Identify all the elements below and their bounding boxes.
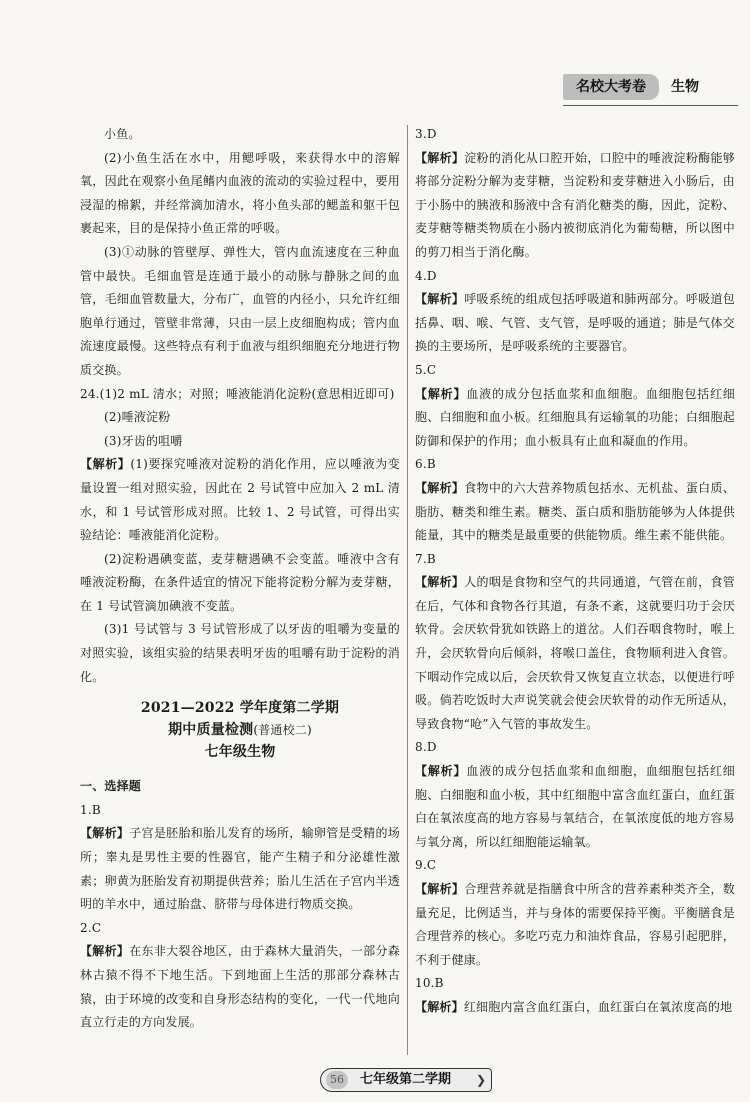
answer-9: 9.C [415, 858, 437, 873]
page-header [563, 72, 738, 102]
analysis-mark: 【解析】 [80, 457, 131, 472]
left-column [80, 123, 400, 1035]
analysis-mark: 【解析】 [415, 480, 465, 495]
analysis-24-3: (3)1 号试管与 3 号试管形成了以牙齿的咀嚼为变量的对照实验，该组实验的结果表明牙齿的咀嚼有助于淀粉的消化。 [80, 622, 400, 684]
answer-6: 6.B [415, 457, 436, 472]
analysis-9 [415, 878, 735, 972]
analysis-mark: 【解析】 [415, 575, 465, 590]
answer-3: 3.D [415, 127, 437, 141]
exam-title-name [80, 719, 400, 741]
page-number: 56 [326, 1071, 348, 1089]
exam-title-grade: 七年级生物 [204, 744, 276, 761]
analysis-7 [415, 571, 735, 736]
right-column [415, 123, 735, 1020]
exam-title-block [80, 689, 400, 775]
exam-title-main: 期中质量检测 [168, 722, 254, 739]
answer-1: 1.B [80, 802, 101, 817]
answer-8: 8.D [415, 740, 437, 755]
header-rule [563, 105, 738, 106]
analysis-1 [80, 822, 400, 916]
analysis-mark: 【解析】 [415, 292, 465, 307]
exam-title-school: (普通校二) [253, 723, 312, 738]
series-tag: 名校大考卷 [563, 74, 659, 100]
answer-4: 4.D [415, 268, 437, 283]
analysis-6 [415, 477, 735, 548]
analysis-mark: 【解析】 [80, 944, 130, 959]
analysis-mark: 【解析】 [415, 999, 464, 1014]
analysis-4 [415, 288, 735, 359]
exam-title-year: 2021—2022 学年度第二学期 [140, 700, 340, 717]
column-divider [407, 125, 408, 1055]
left-line-1: 小鱼。 [104, 127, 141, 141]
answer-2: 2.C [80, 920, 102, 935]
subject-label: 生物 [671, 79, 699, 95]
analysis-8 [415, 760, 735, 854]
analysis-mark: 【解析】 [80, 826, 130, 841]
analysis-mark: 【解析】 [415, 882, 465, 896]
analysis-24-text: (1)要探究唾液对淀粉的消化作用，应以唾液为变量设置一组对照实验，因此在 2 号试管中应加入 2 mL 清水，和 1 号试管形成对照。比较 1、2 号试管，可得出实验结论：唾液能消化淀粉。 [80, 457, 400, 543]
analysis-4-text: 呼吸系统的组成包括呼吸道和肺两部分。呼吸道包括鼻、咽、喉、气管、支气管，是呼吸的通道；肺是气体交换的主要场所，是呼吸系统的主要器官。 [415, 292, 735, 354]
analysis-mark: 【解析】 [415, 150, 465, 165]
analysis-8-text: 血液的成分包括血浆和血细胞，血细胞包括红细胞、白细胞和血小板，其中红细胞中富含血红蛋白，血红蛋白在氧浓度高的地方容易与氧结合，在氧浓度低的地方容易与氧分离，所以红细胞能运输氧。 [415, 764, 736, 849]
analysis-7-text: 人的咽是食物和空气的共同通道，气管在前，食管在后，气体和食物各行其道，有条不紊，这就要归功于会厌软骨。会厌软骨犹如铁路上的道岔。人们吞咽食物时，喉上升，会厌软骨向后倾斜，将喉口盖住，食物顺利进入食管。下咽动作完成以后，会厌软骨又恢复直立状态，以便进行呼吸。倘若吃饭时大声说笑就会使会厌软骨的动作无所适从，导致食物“呛”入气管的事故发生。 [415, 575, 735, 731]
answer-24-3: (3)牙齿的咀嚼 [104, 433, 183, 448]
answer-10: 10.B [415, 976, 444, 991]
analysis-9-text: 合理营养就是指膳食中所含的营养素种类齐全，数量充足，比例适当，并与身体的需要保持平衡。平衡膳食是合理营养的核心。多吃巧克力和油炸食品，容易引起肥胖，不利于健康。 [415, 882, 735, 967]
analysis-6-text: 食物中的六大营养物质包括水、无机盐、蛋白质、脂肪、糖类和维生素。糖类、蛋白质和脂肪能够为人体提供能量，其中的糖类是最重要的供能物质。维生素不能供能。 [415, 480, 735, 543]
chevron-right-icon: ❯ [475, 1073, 486, 1087]
answer-23-3: (3)①动脉的管壁厚、弹性大，管内血流速度在三种血管中最快。毛细血管是连通于最小的动脉与静脉之间的血管，毛细血管数量大，分布广，血管的内径小，只允许红细胞单行通过，管壁非常薄，只由一层上皮细胞构成；管内血流速度最慢。这些特点有利于血液与组织细胞充分地进行物质交换。 [80, 244, 400, 377]
analysis-mark: 【解析】 [415, 764, 467, 779]
analysis-10-text: 红细胞内富含血红蛋白，血红蛋白在氧浓度高的地 [463, 999, 733, 1014]
analysis-mark: 【解析】 [415, 386, 467, 401]
answer-23-2: (2)小鱼生活在水中，用鳃呼吸，来获得水中的溶解氧，因此在观察小鱼尾鳍内血液的流动的实验过程中，要用浸湿的棉絮，并经常滴加清水，将小鱼头部的鳃盖和躯干包裹起来，目的是保持小鱼正常的呼吸。 [80, 150, 400, 236]
analysis-3-text: 淀粉的消化从口腔开始，口腔中的唾液淀粉酶能够将部分淀粉分解为麦芽糖，当淀粉和麦芽糖进入小肠后，由于小肠中的胰液和肠液中含有消化糖类的酶，因此，淀粉、麦芽糖等糖类物质在小肠内被彻底消化为葡萄糖，所以图中的剪刀相当于消化酶。 [415, 150, 735, 259]
analysis-5-text: 血液的成分包括血浆和血细胞。血细胞包括红细胞、白细胞和血小板。红细胞具有运输氧的功能；白细胞起防御和保护的作用；血小板具有止血和凝血的作用。 [415, 386, 736, 448]
section-heading: 一、选择题 [80, 779, 142, 794]
analysis-24 [80, 453, 400, 547]
analysis-1-text: 子宫是胚胎和胎儿发育的场所，输卵管是受精的场所；睾丸是男性主要的性器官，能产生精子和分泌雄性激素；卵黄为胚胎发育初期提供营养；胎儿生活在子宫内半透明的羊水中，通过胎盘、脐带与母体进行物质交换。 [80, 826, 400, 912]
analysis-5 [415, 383, 735, 454]
analysis-24-2: (2)淀粉遇碘变蓝，麦芽糖遇碘不会变蓝。唾液中含有唾液淀粉酶，在条件适宜的情况下能将淀粉分解为麦芽糖，在 1 号试管滴加碘液不变蓝。 [80, 551, 400, 613]
analysis-2-text: 在东非大裂谷地区，由于森林大量消失，一部分森林古猿不得不下地生活。下到地面上生活的那部分森林古猿，由于环境的改变和自身形态结构的变化，一代一代地向直立行走的方向发展。 [80, 944, 400, 1030]
analysis-3 [415, 147, 735, 265]
analysis-2 [80, 940, 400, 1034]
answer-5: 5.C [415, 362, 437, 377]
footer-label: 七年级第二学期 [360, 1072, 452, 1087]
answer-7: 7.B [415, 551, 436, 566]
analysis-10 [415, 996, 735, 1020]
answer-24-2: (2)唾液淀粉 [104, 410, 171, 425]
answer-24-1: 24.(1)2 mL 清水；对照；唾液能消化淀粉(意思相近即可) [80, 386, 395, 401]
page-footer [320, 1068, 492, 1092]
